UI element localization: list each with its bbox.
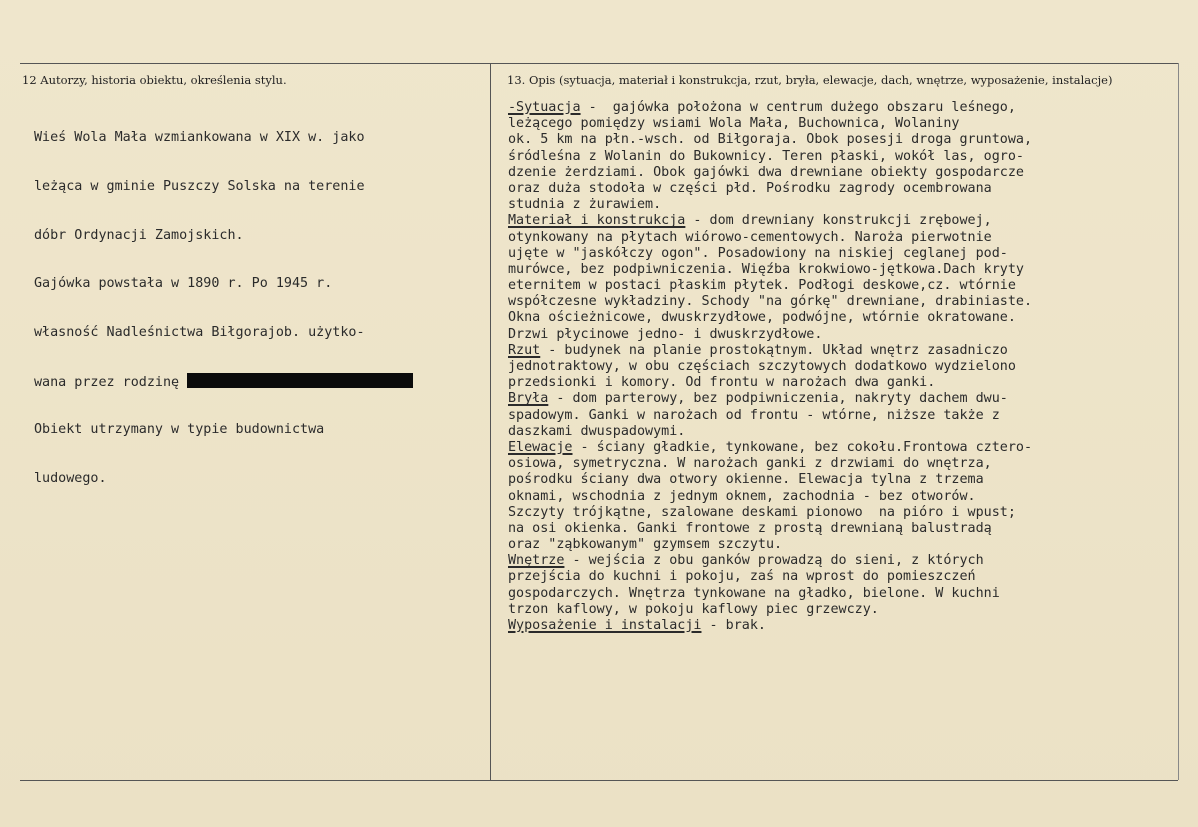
description-line-text: - gajówka położona w centrum dużego obszaru leśnego, [580, 100, 1016, 115]
description-line-text: dzenie żerdziami. Obok gajówki dwa drewniane obiekty gospodarcze [508, 164, 1024, 180]
description-line [508, 262, 1032, 278]
description-line [508, 602, 1032, 618]
description-line [508, 618, 1032, 634]
description-line [508, 230, 1032, 246]
description-line [508, 375, 1032, 391]
description-line-text: śródleśna z Wolanin do Bukownicy. Teren płaski, wokół las, ogro- [508, 148, 1024, 164]
section-12-title: 12 Autorzy, historia obiektu, określenia stylu. [22, 73, 287, 87]
description-line [508, 116, 1032, 132]
subsection-heading: Materiał i konstrukcja [508, 213, 686, 229]
description-line-text: eternitem w postaci płaskim płytek. Podłogi deskowe,cz. wtórnie [508, 278, 1016, 294]
description-line-text: Szczyty trójkątne, szalowane deskami pionowo na pióro i wpust; [508, 504, 1016, 520]
description-line-text: - dom parterowy, bez podpiwniczenia, nakryty dachem dwu- [548, 391, 1008, 407]
description-line [508, 521, 1032, 537]
subsection-heading: Elewacje [508, 439, 573, 455]
column-divider [490, 63, 491, 780]
description-line [508, 586, 1032, 602]
description-line [508, 310, 1032, 326]
description-line [508, 569, 1032, 585]
description-line-text: Okna ościeżnicowe, dwuskrzydłowe, podwójne, wtórnie okratowane. [508, 310, 1016, 326]
description-line-text: jednotraktowy, w obu częściach szczytowych dodatkowo wydzielono [508, 359, 1016, 374]
description-line-text: - wejścia z obu ganków prowadzą do sieni, z których [564, 553, 984, 569]
description-line-text: oraz "ząbkowanym" gzymsem szczytu. [508, 537, 783, 553]
description-line-text: daszkami dwuspadowymi. [508, 423, 686, 439]
description-line-text: Drzwi płycinowe jedno- i dwuskrzydłowe. [508, 326, 823, 342]
description-line [508, 505, 1032, 521]
history-line: ludowego. [34, 470, 107, 486]
redaction-bar [187, 373, 413, 388]
description-line [508, 408, 1032, 424]
description-line-text: otynkowany na płytach wiórowo-cementowych. Naroża pierwotnie [508, 229, 992, 245]
subsection-heading: Wnętrze [508, 553, 565, 569]
bottom-rule [20, 780, 1178, 781]
description-line-text: pośrodku ściany dwa otwory okienne. Elewacja tylna z trzema [508, 472, 984, 488]
description-line-text: spadowym. Ganki w narożach od frontu - wtórne, niższe także z [508, 407, 1000, 423]
description-line [508, 149, 1032, 165]
description-line [508, 100, 1032, 116]
description-line [508, 213, 1032, 229]
description-line-text: ok. 5 km na płn.-wsch. od Biłgoraja. Obok posesji droga gruntowa, [508, 132, 1033, 148]
description-line [508, 424, 1032, 440]
section-13-title: 13. Opis (sytuacja, materiał i konstrukcja, rzut, bryła, elewacje, dach, wnętrze, wyposażenie, instalacje) [507, 73, 1113, 87]
description-line [508, 359, 1032, 375]
history-line: Obiekt utrzymany w typie budownictwa [34, 421, 325, 437]
history-line: leżąca w gminie Puszczy Solska na terenie [34, 179, 365, 194]
description-line-text: oknami, wschodnia z jednym oknem, zachodnia - bez otworów. [508, 488, 976, 504]
description-line-text: przedsionki i komory. Od frontu w narożach dwa ganki. [508, 375, 936, 391]
top-rule [20, 63, 1178, 64]
description-line [508, 294, 1032, 310]
description-line-text: na osi okienka. Ganki frontowe z prostą drewnianą balustradą [508, 520, 992, 536]
description-line [508, 343, 1032, 359]
description-line [508, 246, 1032, 262]
history-line: dóbr Ordynacji Zamojskich. [34, 227, 244, 243]
description-line [508, 165, 1032, 181]
history-line-redacted [34, 373, 413, 389]
description-line-text: osiowa, symetryczna. W narożach ganki z drzwiami do wnętrza, [508, 456, 992, 472]
description-line-text: - ściany gładkie, tynkowane, bez cokołu.Frontowa cztero- [572, 439, 1033, 455]
description-line [508, 537, 1032, 553]
description-line-text: - budynek na planie prostokątnym. Układ wnętrz zasadniczo [540, 342, 1008, 358]
description-line [508, 132, 1032, 148]
description-line-text: oraz duża stodoła w części płd. Pośrodku zagrody ocembrowana [508, 180, 992, 196]
description-text [508, 100, 1032, 634]
description-line [508, 472, 1032, 488]
description-line [508, 440, 1032, 456]
description-line [508, 391, 1032, 407]
description-line-text: trzon kaflowy, w pokoju kaflowy piec grzewczy. [508, 601, 879, 617]
subsection-heading: Bryła [508, 391, 549, 407]
description-line-text: przejścia do kuchni i pokoju, zaś na wprost do pomieszczeń [508, 569, 976, 585]
subsection-heading: Rzut [508, 342, 541, 358]
description-line [508, 278, 1032, 294]
description-line-text: studnia z żurawiem. [508, 197, 662, 213]
description-line-text: - brak. [701, 618, 766, 633]
history-text [34, 98, 413, 519]
description-line-text: ujęte w "jaskółczy ogon". Posadowiony na niskiej ceglanej pod- [508, 245, 1008, 261]
description-line-text: współczesne wykładziny. Schody "na górkę" drewniane, drabiniaste. [508, 294, 1033, 310]
description-line-text: gospodarczych. Wnętrza tynkowane na gładko, bielone. W kuchni [508, 585, 1000, 601]
history-line: własność Nadleśnictwa Biłgorajob. użytko- [34, 324, 365, 340]
history-line-text: wana przez rodzinę [34, 375, 188, 391]
history-line: Gajówka powstała w 1890 r. Po 1945 r. [34, 276, 333, 292]
description-line [508, 489, 1032, 505]
description-line [508, 197, 1032, 213]
subsection-heading: -Sytuacja [508, 100, 581, 115]
subsection-heading: Wyposażenie i instalacji [508, 618, 702, 633]
description-line-text: - dom drewniany konstrukcji zrębowej, [685, 213, 992, 229]
description-line [508, 327, 1032, 343]
description-line [508, 553, 1032, 569]
description-line-text: leżącego pomiędzy wsiami Wola Mała, Buchownica, Wolaniny [508, 116, 960, 132]
description-line-text: murówce, bez podpiwniczenia. Więźba krokwiowo-jętkowa.Dach kryty [508, 261, 1024, 277]
history-line: Wieś Wola Mała wzmiankowana w XIX w. jako [34, 130, 365, 146]
description-line [508, 456, 1032, 472]
description-line [508, 181, 1032, 197]
right-border [1178, 63, 1179, 780]
